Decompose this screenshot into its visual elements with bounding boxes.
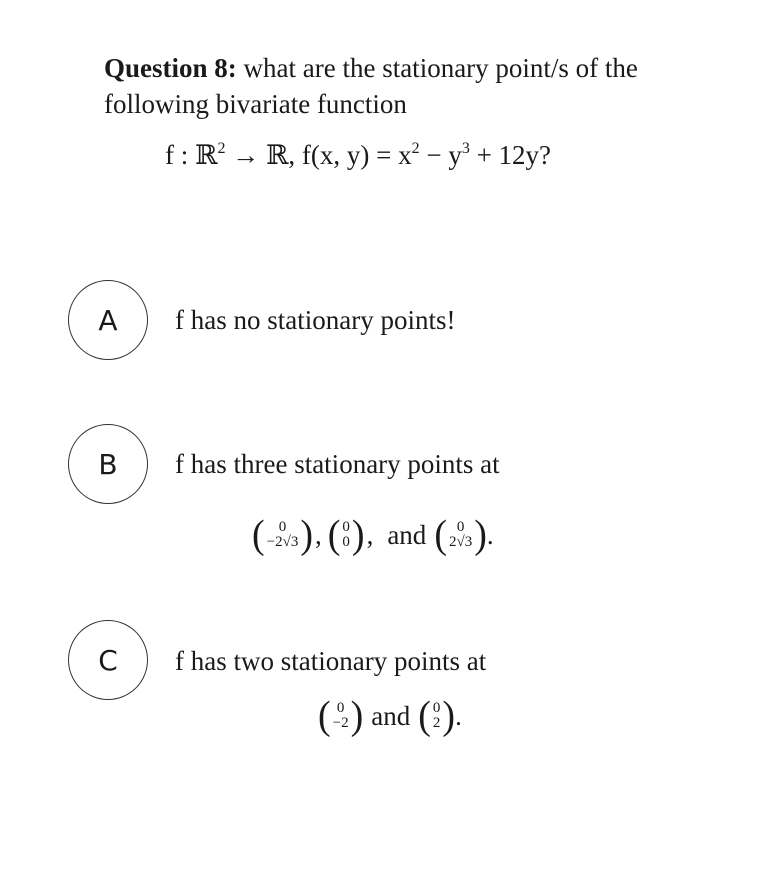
option-b-text: f has three stationary points at [175,449,500,479]
option-b-button[interactable] [68,424,148,504]
option-c-points: ( 0 −2 ) and ( 0 2 ) . [318,693,462,739]
question-text [104,50,744,122]
point-vector: ( 0 2√3 ) [434,512,487,558]
option-c-letter: C [98,643,118,677]
question-body: what are the stationary point/s of the following bivariate function [104,53,638,119]
option-b-letter: B [98,447,118,481]
question-label: Question 8: [104,53,237,83]
function-formula: f : ℝ$^2$ → ℝ, f(x, $y) = x^2 - y^3 + 12y$? [165,140,552,170]
point-vector: ( 0 2 ) [418,693,456,739]
point-vector: ( 0 −2√3 ) [252,512,314,558]
option-b-points: ( 0 −2√3 ) , ( 0 0 ) , and ( 0 2√3 ) . [252,512,494,558]
point-vector: ( 0 0 ) [327,512,365,558]
option-a-text: f has no stationary points! [175,305,456,335]
point-vector: ( 0 −2 ) [318,693,364,739]
option-a-letter: A [98,303,118,337]
option-c-text: f has two stationary points at [175,646,487,676]
option-c-button[interactable] [68,620,148,700]
option-a-button[interactable] [68,280,148,360]
